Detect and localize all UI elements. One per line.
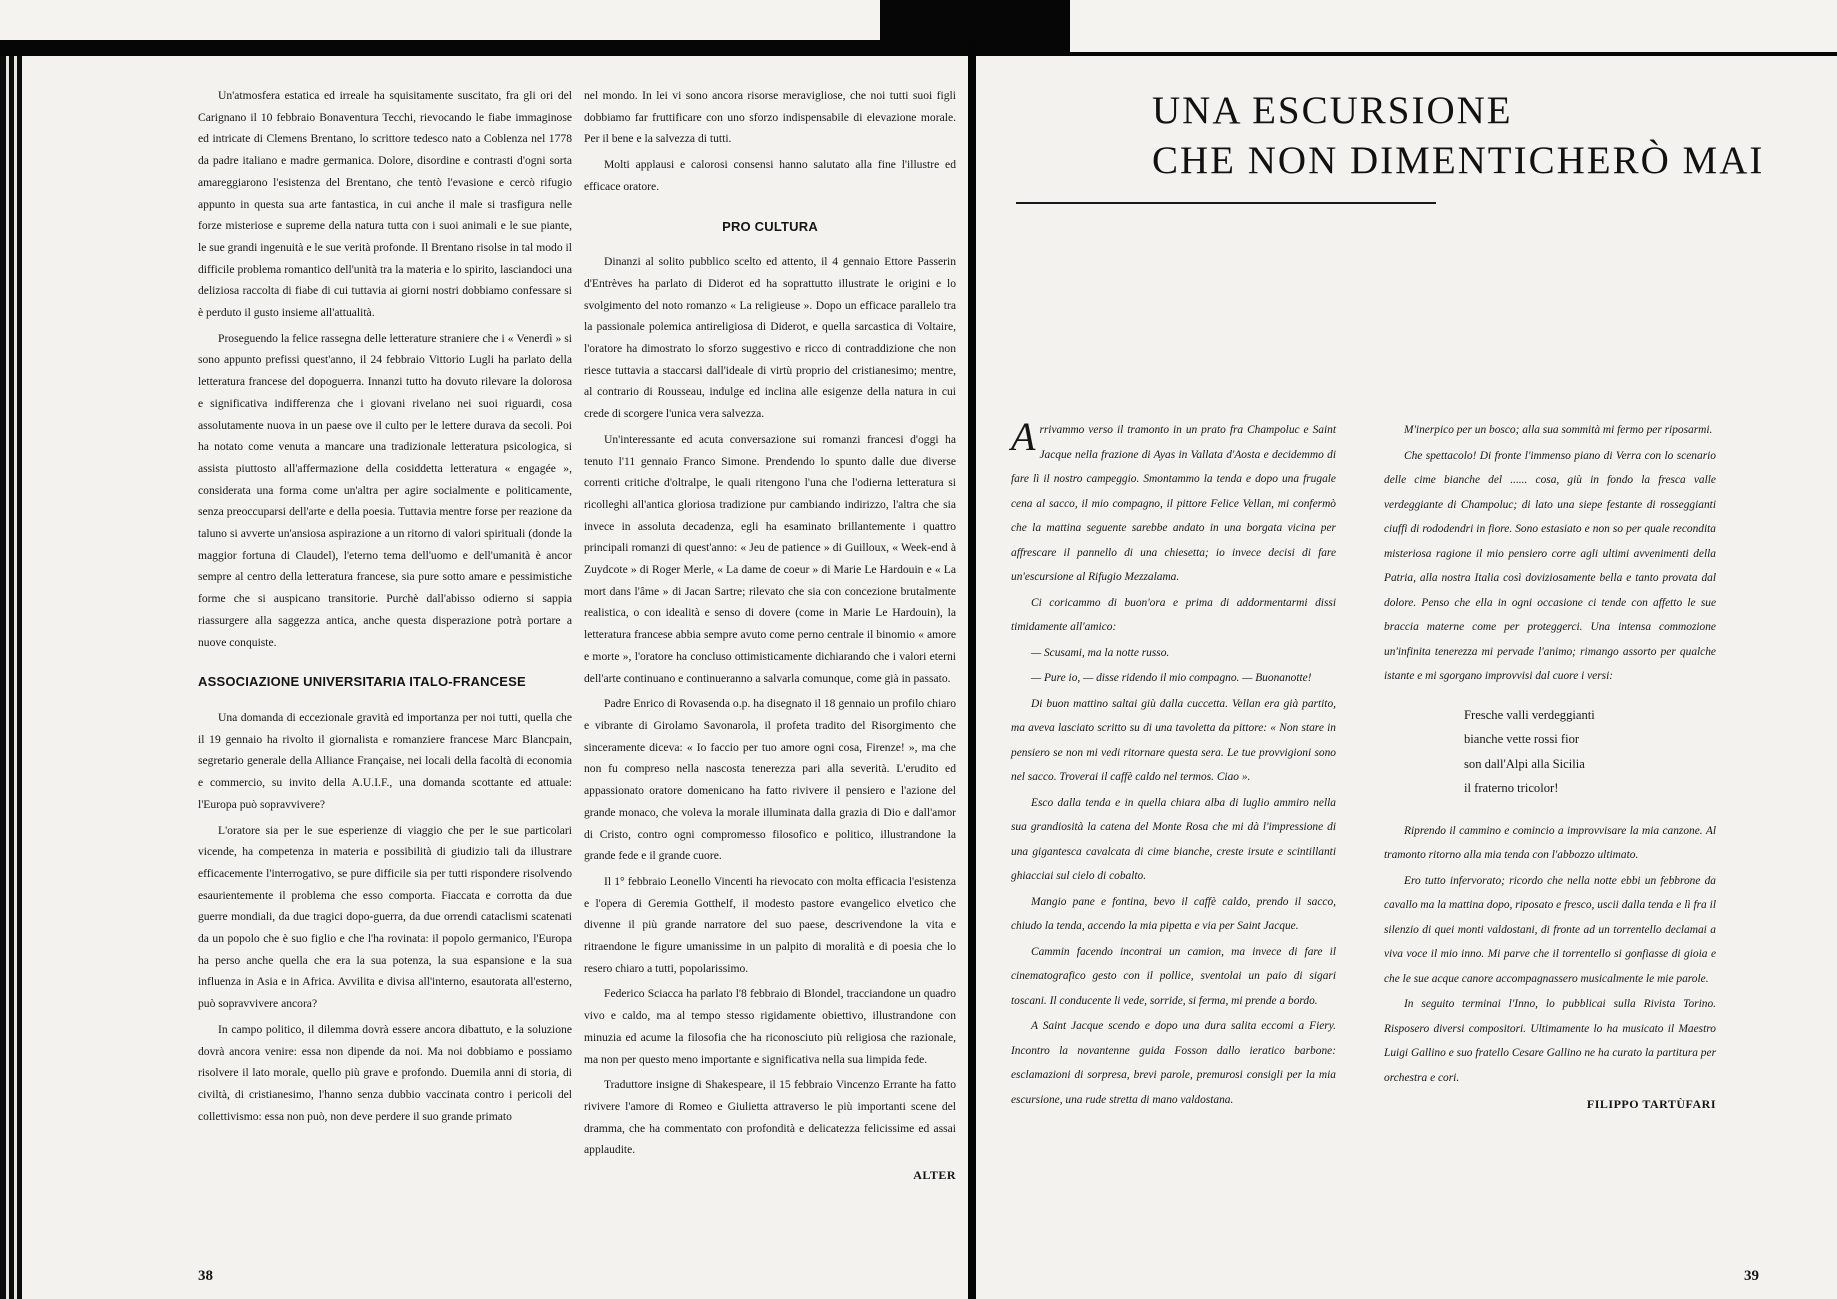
author-signature: ALTER (913, 1168, 956, 1183)
paragraph: Cammin facendo incontrai un camion, ma invece di fare il cinematografico gesto con il pollice, sventolai un paio di sigari toscani. Il conducente li vede, sorride, si ferma, mi prende a bordo. (1011, 945, 1336, 1007)
title-rule (1016, 202, 1436, 204)
paragraph: Traduttore insigne di Shakespeare, il 15 febbraio Vincenzo Errante ha fatto rivivere l'amore di Romeo e Giulietta attraverso le più importanti scene del dramma, che ha commentato con profondità e delicatezza felicissime ed assai applaudite. (584, 1078, 956, 1157)
paragraph: M'inerpico per un bosco; alla sua sommità mi fermo per riposarmi. (1404, 424, 1713, 436)
poem-line: Fresche valli verdeggianti (1464, 707, 1595, 722)
poem-line: son dall'Alpi alla Sicilia (1464, 756, 1585, 771)
paragraph: In seguito terminai l'Inno, lo pubblicai sulla Rivista Torino. Risposero diversi compositori. Ultimamente lo ha musicato il Maestro Luigi Gallino e suo fratello Cesare Gallino ne ha curato la partitura per orchestra e cori. (1384, 998, 1716, 1084)
paragraph: Ero tutto infervorato; ricordo che nella notte ebbi un febbrone da cavallo ma la mattina dopo, riposato e fresco, uscii dalla tenda e lì fra il silenzio di quei monti valdostani, di fronte ad un torrentello declamai a viva voce il mio inno. Mi parve che il torrentello si gonfiasse di gioia e che le sue acque canore accompagnassero musicalmente le mie parole. (1384, 874, 1716, 985)
poem (1464, 703, 1716, 801)
scan-edge-right (1070, 0, 1837, 52)
section-heading: PRO CULTURA (722, 218, 818, 234)
paragraph: Che spettacolo! Di fronte l'immenso piano di Verra con lo scenario delle cime bianche del ...... cosa, giù in fondo la fresca valle verdeggiante di Champoluc; di lato una siepe festante di rosseggianti ciuffi di rododendri in fiore. Sono estasiato e non so per quale recondita misteriosa ragione il mio pensiero corre agli ultimi avvenimenti della Patria, alla nostra Italia così doviziosamente bella e tanto provata dal dolore. Penso che ella in ogni occasione ci tende con affetto le sue braccia materne come per proteggerci. Una intensa commozione un'infinita tenerezza mi pervade l'animo; rimango assorto per qualche istante e mi sgorgano improvvisi dal cuore i versi: (1384, 449, 1716, 682)
paragraph: Un'atmosfera estatica ed irreale ha squisitamente suscitato, fra gli ori del Carignano il 10 febbraio Bonaventura Tecchi, rievocando le fiabe immaginose ed intricate di Clemens Brentano, lo scrittore tedesco nato a Coblenza nel 1778 da padre italiano e madre germanica. Dolore, disordine e contrasti d'ogni sorta amareggiarono l'esistenza del Brentano, che tentò l'evasione e cercò rifugio appunto in questa sua arte fantastica, in cui anche il male si trasfigura nelle forze misteriose e supreme della natura tutta con i suoi animali e le sue piante, le sue grandi ingenuità e le sue verità profonde. Il Brentano risolse in tal modo il difficile problema romantico dell'unità tra la materia e lo spirito, lasciandoci una deliziosa raccolta di fiabe di cui tuttavia ai giorni nostri dobbiamo confessare si è perduto il gusto insieme all'attualità. (198, 89, 572, 320)
book-edge (0, 56, 22, 1299)
title-line-1: UNA ESCURSIONE (1152, 89, 1513, 132)
paragraph: — Pure io, — disse ridendo il mio compagno. — Buonanotte! (1031, 672, 1312, 684)
drop-cap: A (1011, 414, 1036, 459)
paragraph: In campo politico, il dilemma dovrà essere ancora dibattuto, e la soluzione dovrà ancora venire: essa non dipende da noi. Ma noi dobbiamo e possiamo risolvere il lato morale, quello più grave e profondo. Duemila anni di storia, di civiltà, di cristianesimo, l'hanno senza dubbio vaccinata contro i pericoli del collettivismo: essa non può, non deve perdere il suo grande primato (198, 1022, 572, 1123)
paragraph: Un'interessante ed acuta conversazione sui romanzi francesi d'oggi ha tenuto l'11 gennaio Franco Simone. Prendendo lo spunto dalle due diverse correnti critiche d'oltralpe, le quali ritengono l'una che l'odierna letteratura si ricolleghi all'antica gloriosa tradizione pur cambiando indirizzo, l'altra che sia invece in assoluta decadenza, egli ha esaminato brillantemente i quattro principali romanzi di quest'anno: « Jeu de patience » di Guilloux, « Week-end à Zuydcote » di Roger Merle, « La dame de coeur » di Marie Le Hardouin e « La mort dans l'âme » di Jacan Sartre; rilevato che sia con concezione brutalmente realistica, o con idealità e senso di dovere (come in Marie Le Hardouin), la letteratura francese abbia sempre avuto come perno centrale il binomio « amore e morte », l'oratore ha concluso ottimisticamente dichiarando che i valori eterni dell'arte continuano e continueranno a salvarla comunque, come già in passato. (584, 432, 956, 685)
poem-line: bianche vette rossi fior (1464, 732, 1580, 746)
poem-line: il fraterno tricolor! (1464, 781, 1559, 795)
scan-edge-left (0, 0, 880, 40)
left-column-1 (198, 85, 572, 1131)
paragraph: Molti applausi e calorosi consensi hanno salutato alla fine l'illustre ed efficace oratore. (584, 158, 956, 193)
paragraph: nel mondo. In lei vi sono ancora risorse meravigliose, che noi tutti suoi figli dobbiamo far fruttificare con uno sforzo indispensabile di elevazione morale. Per il bene e la salvezza di tutti. (584, 89, 956, 146)
paragraph: Il 1° febbraio Leonello Vincenti ha rievocato con molta efficacia l'esistenza e l'opera di Geremia Gotthelf, il modesto pastore evangelico elvetico che divenne il più grande narratore del suo paese, descrivendone la vita e ritraendone le figure umanissime in un palpito di moralità e di poesia che lo resero chiaro a tutti, popolarissimo. (584, 874, 956, 975)
paragraph: L'oratore sia per le sue esperienze di viaggio che per le sue particolari vicende, ha competenza in materia e possibilità di giudizio tali da illustrare efficacemente l'interrogativo, se pure difficile sia per tutti rispondere risolvendo esaurientemente il problema che esso comporta. Fiaccata e corrotta da due guerre mondiali, da due tragici dopo-guerra, da due orrendi cataclismi scatenati da un popolo che è suo figlio e che l'ha rovinata: il popolo germanico, l'Europa ha perso anche quella che era la sua potenza, la sua espansione e la sua influenza in Asia e in Africa. Avvilita e divisa all'interno, esautorata all'esterno, può sopravvivere ancora? (198, 823, 572, 1011)
paragraph: Padre Enrico di Rovasenda o.p. ha disegnato il 18 gennaio un profilo chiaro e vibrante di Girolamo Savonarola, il profeta tradito del Risorgimento che sinceramente diceva: « Io faccio per tuo amore ogni cosa, Firenze! », ma che non fu compreso nella nascosta tenerezza pari alla severità. L'erudito ed appassionato oratore domenicano ha fatto rivivere il pensiero e l'azione del grande monaco, che voleva la morale illuminata dalla grazia di Dio e dall'amor di Cristo, contro ogni compromesso filosofico e politico, illustrandone la grande fede e il grande cuore. (584, 697, 956, 863)
paragraph: Federico Sciacca ha parlato l'8 febbraio di Blondel, tracciandone un quadro vivo e caldo, ma al tempo stesso rigidamente obiettivo, illustrandone con minuzia ed acume la filosofia che ha riconosciuto più religiosa che razionale, ma non per questo meno importante e significativa nella sua limpida fede. (584, 987, 956, 1066)
right-column-2 (1384, 418, 1716, 1117)
paragraph: Mangio pane e fontina, bevo il caffè caldo, prendo il sacco, chiudo la tenda, accendo la mia pipetta e via per Saint Jacque. (1011, 895, 1336, 932)
paragraph: A Saint Jacque scendo e dopo una dura salita eccomi a Fiery. Incontro la novantenne guida Fosson dallo ieratico barbone: esclamazioni di sorpresa, brevi parole, premurosi consigli per la mia escursione, una rude stretta di mano valdostana. (1011, 1020, 1336, 1106)
author-signature: FILIPPO TARTÙFARI (1586, 1097, 1716, 1111)
paragraph: Riprendo il cammino e comincio a improvvisare la mia canzone. Al tramonto ritorno alla mia tenda con l'abbozzo ultimato. (1384, 824, 1716, 861)
article-title (1152, 86, 1812, 186)
opening-text: rrivammo verso il tramonto in un prato fra Champoluc e Saint Jacque nella frazione di Ayas in Vallata d'Aosta e decidemmo di fare lì il nostro campeggio. Smontammo la tenda e dopo una frugale cena al sacco, il mio compagno, il pittore Felice Vellan, mi confermò che la mattina seguente sarebbe andato in una borgata vicina per affrescare il pannello di una chiesetta; io invece decisi di fare un'escursione al Rifugio Mezzalama. (1011, 424, 1336, 583)
right-page (976, 56, 1837, 1299)
left-column-2 (584, 85, 956, 1187)
paragraph: Di buon mattino saltai giù dalla cuccetta. Vellan era già partito, ma aveva lasciato scritto su di una tavoletta da pittore: « Non stare in pensiero se non mi vedi ritornare questa sera. Le tue provvigioni sono nel sacco. Troverai il caffè caldo nel termos. Ciao ». (1011, 697, 1336, 783)
book-gutter (968, 40, 976, 1299)
paragraph: — Scusami, ma la notte russo. (1031, 646, 1170, 659)
paragraph: Ci coricammo di buon'ora e prima di addormentarmi dissi timidamente all'amico: (1011, 596, 1336, 633)
opening-paragraph (1011, 414, 1336, 590)
section-heading: ASSOCIAZIONE UNIVERSITARIA ITALO-FRANCESE (198, 674, 526, 690)
right-column-1 (1011, 414, 1336, 1113)
paragraph: Proseguendo la felice rassegna delle letterature straniere che i « Venerdì » si sono appunto prefissi quest'anno, il 24 febbraio Vittorio Lugli ha parlato della letteratura francese del dopoguerra. Innanzi tutto ha dovuto rilevare la dolorosa e significativa indifferenza che i giovani rivelano nei suoi riguardi, cosa assolutamente nuova in un paese ove il culto per le lettere durava da secoli. Poi ha notato come venuta a mancare una tradizionale letteratura psicologica, si assista piuttosto all'affermazione della cosiddetta letteratura « engagée », considerata una forma come un'altra per agire socialmente e politicamente, senza preoccuparsi dell'arte e della poesia. Tuttavia mentre forse per reazione da taluno si avverte un'ansiosa aspirazione a un ritorno di valori spirituali (donde la maggior fortuna di Claudel), l'eterno tema dell'uomo e dell'umanità è ancor sempre al centro della letteratura francese, sia pure sotto amare e pessimistiche forme che si auspicano transitorie. Purchè dall'abisso odierno si sappia riassurgere alla saggezza antica, anche questa disperazione potrà portare a nuove conquiste. (198, 331, 572, 649)
paragraph: Una domanda di eccezionale gravità ed importanza per noi tutti, quella che il 19 gennaio ha rivolto il giornalista e romanziere francese Marc Blancpain, segretario generale della Alliance Française, nei locali della facoltà di economia e commercio, su invito della A.U.I.F., una domanda scottante ed attuale: l'Europa può sopravvivere? (198, 710, 572, 811)
page-number: 38 (198, 1268, 213, 1284)
page-number: 39 (1744, 1268, 1759, 1284)
title-line-2: CHE NON DIMENTICHERÒ MAI (1152, 139, 1765, 182)
left-page (22, 56, 968, 1299)
paragraph: Esco dalla tenda e in quella chiara alba di luglio ammiro nella sua grandiosità la catena del Monte Rosa che mi dà l'impressione di una gigantesca cavalcata di cime bianche, creste irsute e scintillanti ghiacciai sul cielo di cobalto. (1011, 796, 1336, 882)
paragraph: Dinanzi al solito pubblico scelto ed attento, il 4 gennaio Ettore Passerin d'Entrèves ha parlato di Diderot ed ha soprattutto illustrate le origini e lo svolgimento del noto romanzo « La religieuse ». Dopo un efficace parallelo tra la passionale polemica antireligiosa di Diderot, e quella sarcastica di Voltaire, l'oratore ha dimostrato lo sforzo suggestivo e ricco di contraddizione che non riesce tuttavia a staccarsi dall'ideale di virtù proprio del cristianesimo; mentre, al contrario di Rousseau, indulge ed inclina alle esigenze della natura in cui crede di scorgere l'unica vera salvezza. (584, 255, 956, 421)
